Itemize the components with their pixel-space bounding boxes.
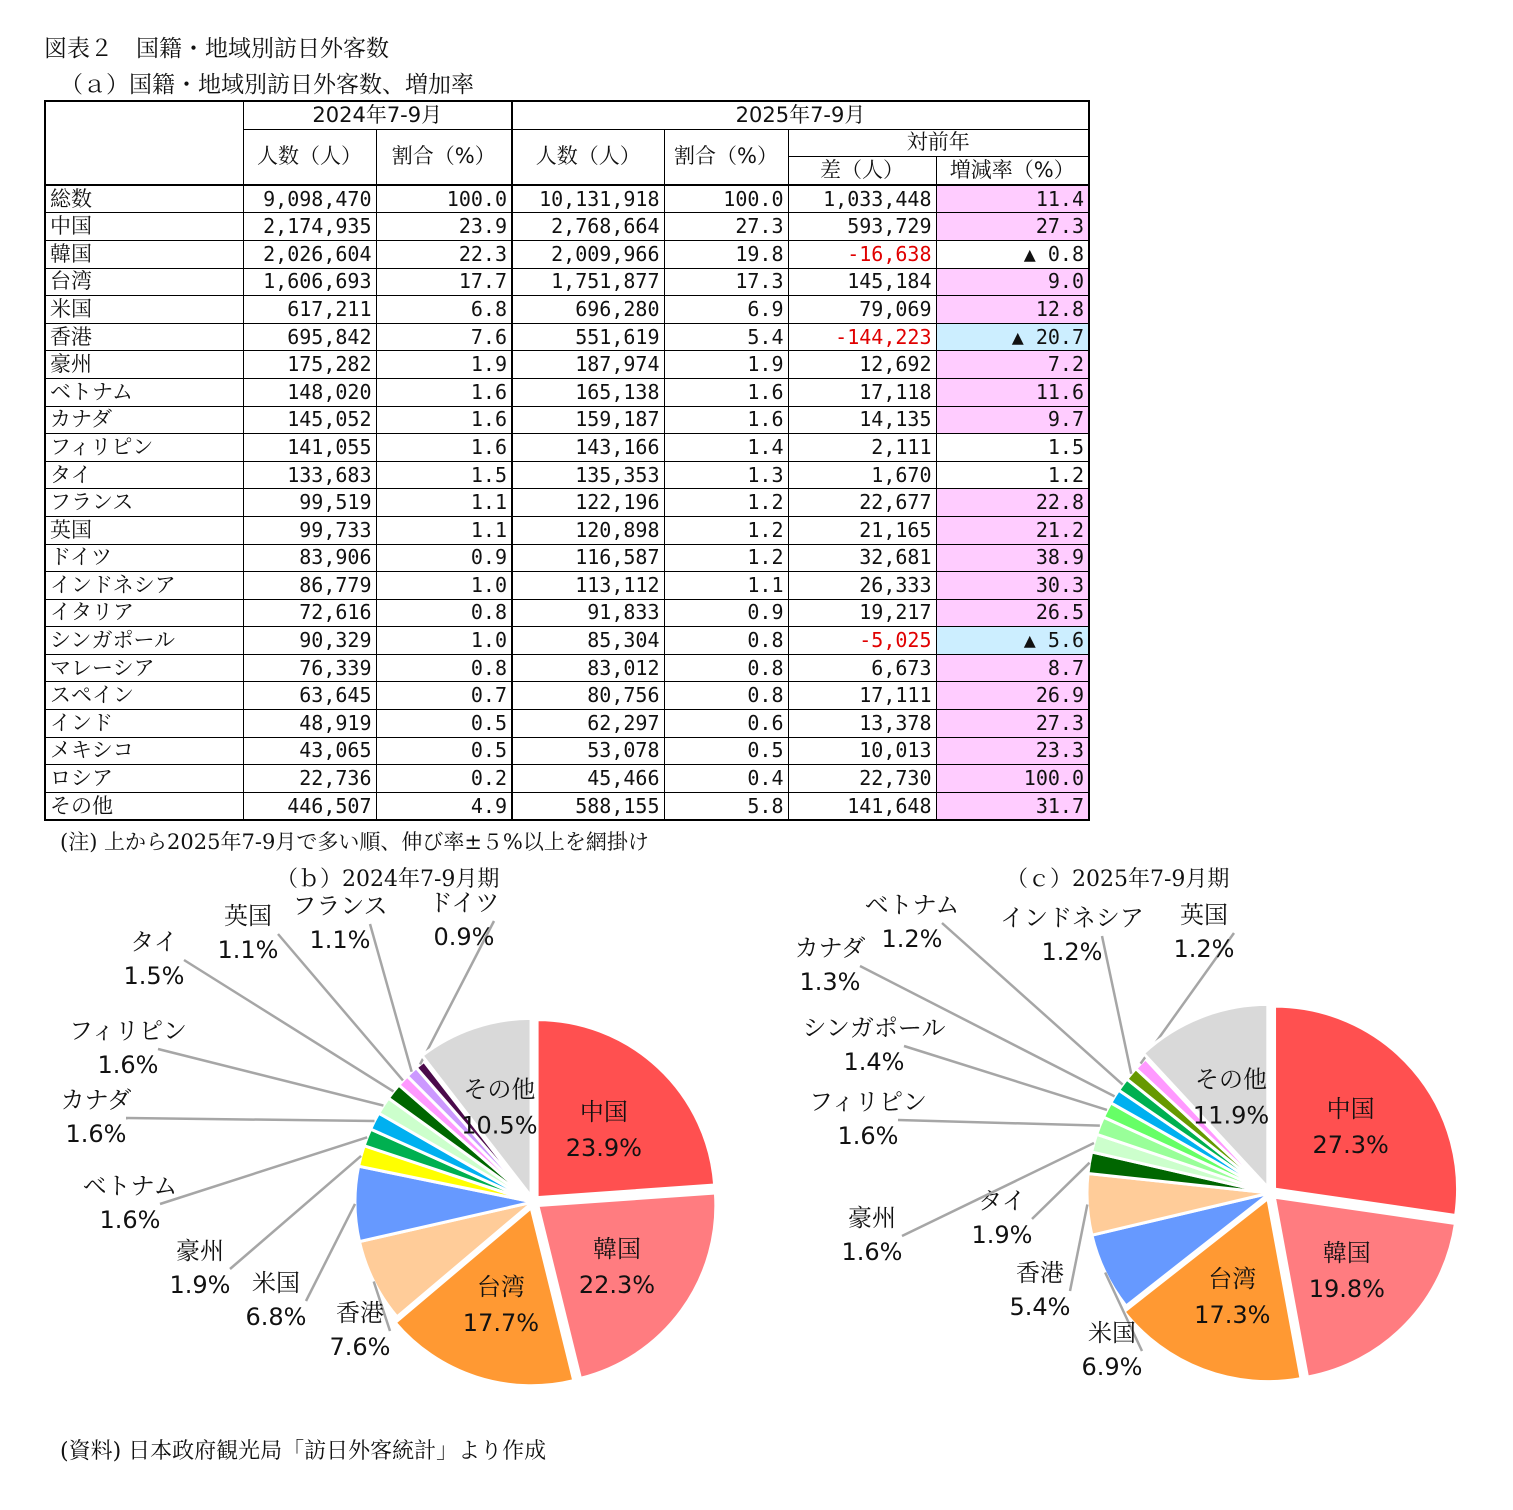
row-people-2025: 2,768,664 — [512, 213, 664, 241]
row-people-2025: 120,898 — [512, 516, 664, 544]
slice-value-label: 7.6% — [329, 1333, 391, 1361]
row-people-2024: 83,906 — [243, 544, 376, 572]
row-share-2024: 6.8 — [376, 296, 512, 324]
row-share-2025: 1.3 — [664, 461, 788, 489]
row-people-2025: 85,304 — [512, 627, 664, 655]
row-diff: 145,184 — [788, 268, 936, 296]
row-name: メキシコ — [45, 737, 243, 765]
leader-line — [184, 960, 393, 1091]
slice-value-label: 17.3% — [1194, 1300, 1271, 1329]
row-share-2025: 1.4 — [664, 434, 788, 462]
row-people-2025: 135,353 — [512, 461, 664, 489]
row-share-2024: 23.9 — [376, 213, 512, 241]
row-diff: 6,673 — [788, 654, 936, 682]
leader-line — [1070, 1204, 1087, 1291]
row-people-2024: 76,339 — [243, 654, 376, 682]
row-people-2025: 2,009,966 — [512, 240, 664, 268]
row-share-2024: 1.0 — [376, 627, 512, 655]
row-name: 台湾 — [45, 268, 243, 296]
row-rate: 31.7 — [936, 792, 1089, 820]
slice-name-label: 台湾 — [1208, 1264, 1257, 1293]
slice-value-label: 17.7% — [462, 1308, 540, 1337]
table-subtitle: （ａ）国籍・地域別訪日外客数、増加率 — [60, 72, 474, 98]
row-diff: 79,069 — [788, 296, 936, 324]
slice-value-label: 5.4% — [1009, 1293, 1071, 1321]
slice-value-label: 0.9% — [433, 923, 495, 951]
row-name: インド — [45, 710, 243, 738]
row-people-2024: 145,052 — [243, 406, 376, 434]
slice-value-label: 6.8% — [245, 1303, 307, 1331]
row-people-2024: 63,645 — [243, 682, 376, 710]
row-diff: 22,730 — [788, 765, 936, 793]
row-share-2024: 1.0 — [376, 572, 512, 600]
row-people-2025: 159,187 — [512, 406, 664, 434]
slice-name-label: 中国 — [1326, 1095, 1375, 1124]
slice-value-label: 1.4% — [843, 1048, 905, 1076]
header-share-2024: 割合（%） — [376, 129, 512, 185]
pie-2024-title: （ｂ）2024年7-9月期 — [276, 867, 500, 892]
source-note: (資料) 日本政府観光局「訪日外客統計」より作成 — [60, 1439, 547, 1464]
row-share-2025: 1.1 — [664, 572, 788, 600]
row-rate: 21.2 — [936, 516, 1089, 544]
row-people-2025: 588,155 — [512, 792, 664, 820]
row-name: 米国 — [45, 296, 243, 324]
slice-value-label: 1.2% — [1041, 938, 1103, 966]
slice-name-label: 台湾 — [476, 1272, 525, 1301]
row-people-2024: 141,055 — [243, 434, 376, 462]
row-diff: 12,692 — [788, 351, 936, 379]
leader-line — [898, 1120, 1100, 1126]
row-share-2025: 0.9 — [664, 599, 788, 627]
row-people-2024: 86,779 — [243, 572, 376, 600]
row-share-2025: 1.2 — [664, 544, 788, 572]
leader-line — [230, 1156, 361, 1269]
slice-name-label: カナダ — [794, 934, 866, 962]
row-share-2025: 1.2 — [664, 516, 788, 544]
slice-value-label: 1.6% — [97, 1051, 159, 1079]
row-people-2024: 90,329 — [243, 627, 376, 655]
row-share-2024: 100.0 — [376, 185, 512, 213]
row-share-2025: 5.8 — [664, 792, 788, 820]
row-share-2025: 6.9 — [664, 296, 788, 324]
slice-name-label: 米国 — [252, 1269, 300, 1297]
row-share-2025: 17.3 — [664, 268, 788, 296]
slice-name-label: フィリピン — [68, 1017, 188, 1045]
row-rate: 8.7 — [936, 654, 1089, 682]
row-people-2025: 165,138 — [512, 378, 664, 406]
slice-name-label: 韓国 — [592, 1235, 641, 1264]
slice-name-label: 韓国 — [1322, 1238, 1371, 1267]
row-share-2024: 1.1 — [376, 516, 512, 544]
row-share-2024: 1.9 — [376, 351, 512, 379]
row-people-2024: 48,919 — [243, 710, 376, 738]
row-rate: 23.3 — [936, 737, 1089, 765]
row-share-2024: 1.6 — [376, 406, 512, 434]
row-rate: ▲ 5.6 — [936, 627, 1089, 655]
pie-chart-1 — [795, 891, 1458, 1382]
row-rate: 26.9 — [936, 682, 1089, 710]
slice-value-label: 1.6% — [65, 1120, 127, 1148]
row-name: スペイン — [45, 682, 243, 710]
row-diff: 26,333 — [788, 572, 936, 600]
row-rate: ▲ 20.7 — [936, 323, 1089, 351]
row-people-2024: 446,507 — [243, 792, 376, 820]
row-diff: 22,677 — [788, 489, 936, 517]
row-name: タイ — [45, 461, 243, 489]
header-diff: 差（人） — [788, 157, 936, 185]
slice-value-label: 22.3% — [578, 1271, 656, 1300]
row-rate: 11.6 — [936, 378, 1089, 406]
row-share-2024: 0.2 — [376, 765, 512, 793]
row-people-2025: 113,112 — [512, 572, 664, 600]
row-people-2025: 116,587 — [512, 544, 664, 572]
row-share-2025: 1.2 — [664, 489, 788, 517]
row-people-2024: 43,065 — [243, 737, 376, 765]
leader-line — [126, 1118, 374, 1121]
row-rate: 1.2 — [936, 461, 1089, 489]
row-people-2024: 617,211 — [243, 296, 376, 324]
row-share-2024: 1.1 — [376, 489, 512, 517]
slice-value-label: 11.9% — [1192, 1101, 1270, 1130]
row-share-2025: 0.6 — [664, 710, 788, 738]
row-diff: 13,378 — [788, 710, 936, 738]
row-people-2025: 10,131,918 — [512, 185, 664, 213]
leader-line — [1032, 1163, 1090, 1219]
row-share-2025: 0.4 — [664, 765, 788, 793]
slice-value-label: 1.2% — [881, 925, 943, 953]
header-people-2025: 人数（人） — [512, 129, 664, 185]
table-note: (注) 上から2025年7-9月で多い順、伸び率±５%以上を網掛け — [60, 830, 649, 854]
row-share-2024: 22.3 — [376, 240, 512, 268]
row-diff: 593,729 — [788, 213, 936, 241]
row-name: ロシア — [45, 765, 243, 793]
slice-value-label: 1.6% — [99, 1206, 161, 1234]
leader-line — [158, 1049, 383, 1106]
row-name: 中国 — [45, 213, 243, 241]
figure-title: 図表２ 国籍・地域別訪日外客数 — [44, 36, 389, 62]
header-rate: 増減率（%） — [936, 157, 1089, 185]
row-share-2025: 0.8 — [664, 627, 788, 655]
header-share-2025: 割合（%） — [664, 129, 788, 185]
row-diff: 10,013 — [788, 737, 936, 765]
row-diff: 1,033,448 — [788, 185, 936, 213]
slice-name-label: 香港 — [1016, 1259, 1064, 1287]
row-name: ドイツ — [45, 544, 243, 572]
row-rate: 27.3 — [936, 710, 1089, 738]
slice-name-label: フィリピン — [808, 1088, 928, 1116]
slice-name-label: タイ — [978, 1187, 1026, 1215]
row-share-2024: 17.7 — [376, 268, 512, 296]
row-share-2025: 5.4 — [664, 323, 788, 351]
row-name: フィリピン — [45, 434, 243, 462]
slice-value-label: 1.1% — [217, 936, 279, 964]
leader-line — [306, 1204, 355, 1301]
row-diff: 17,111 — [788, 682, 936, 710]
slice-value-label: 1.5% — [123, 962, 185, 990]
row-share-2024: 0.7 — [376, 682, 512, 710]
row-people-2025: 83,012 — [512, 654, 664, 682]
row-rate: 26.5 — [936, 599, 1089, 627]
row-name: イタリア — [45, 599, 243, 627]
row-people-2024: 175,282 — [243, 351, 376, 379]
row-share-2025: 1.9 — [664, 351, 788, 379]
row-share-2024: 0.9 — [376, 544, 512, 572]
slice-name-label: 英国 — [1180, 901, 1228, 929]
row-people-2025: 53,078 — [512, 737, 664, 765]
row-people-2024: 2,174,935 — [243, 213, 376, 241]
slice-name-label: 豪州 — [176, 1237, 224, 1265]
slice-name-label: 英国 — [224, 902, 272, 930]
row-diff: 1,670 — [788, 461, 936, 489]
row-share-2025: 19.8 — [664, 240, 788, 268]
row-diff: 19,217 — [788, 599, 936, 627]
slice-name-label: 豪州 — [848, 1204, 896, 1232]
slice-value-label: 27.3% — [1312, 1131, 1389, 1160]
row-share-2024: 1.5 — [376, 461, 512, 489]
row-people-2025: 45,466 — [512, 765, 664, 793]
row-share-2025: 0.5 — [664, 737, 788, 765]
row-rate: 12.8 — [936, 296, 1089, 324]
row-share-2024: 0.5 — [376, 710, 512, 738]
slice-name-label: 米国 — [1088, 1319, 1136, 1347]
slice-name-label: インドネシア — [1000, 904, 1144, 932]
row-people-2025: 696,280 — [512, 296, 664, 324]
row-people-2024: 148,020 — [243, 378, 376, 406]
row-people-2025: 1,751,877 — [512, 268, 664, 296]
row-share-2024: 1.6 — [376, 378, 512, 406]
row-rate: 38.9 — [936, 544, 1089, 572]
row-rate: 9.0 — [936, 268, 1089, 296]
row-diff: 21,165 — [788, 516, 936, 544]
row-people-2024: 695,842 — [243, 323, 376, 351]
row-share-2024: 0.8 — [376, 654, 512, 682]
header-yoy: 対前年 — [788, 129, 1089, 157]
row-people-2025: 143,166 — [512, 434, 664, 462]
row-diff: -16,638 — [788, 240, 936, 268]
row-diff: 32,681 — [788, 544, 936, 572]
row-name: 総数 — [45, 185, 243, 213]
slice-name-label: その他 — [463, 1075, 536, 1104]
slice-name-label: その他 — [1195, 1065, 1268, 1094]
row-people-2024: 133,683 — [243, 461, 376, 489]
row-people-2024: 1,606,693 — [243, 268, 376, 296]
slice-value-label: 1.2% — [1173, 935, 1235, 963]
row-share-2025: 1.6 — [664, 406, 788, 434]
row-people-2024: 99,519 — [243, 489, 376, 517]
pie-2025-title: （ｃ）2025年7-9月期 — [1006, 867, 1230, 892]
row-name: インドネシア — [45, 572, 243, 600]
row-people-2024: 22,736 — [243, 765, 376, 793]
row-share-2025: 27.3 — [664, 213, 788, 241]
slice-name-label: 香港 — [336, 1299, 384, 1327]
slice-name-label: ドイツ — [428, 889, 500, 917]
slice-name-label: フランス — [292, 892, 388, 920]
row-rate: 100.0 — [936, 765, 1089, 793]
slice-value-label: 1.9% — [971, 1221, 1033, 1249]
row-name: カナダ — [45, 406, 243, 434]
row-rate: 22.8 — [936, 489, 1089, 517]
row-name: 香港 — [45, 323, 243, 351]
slice-value-label: 6.9% — [1081, 1353, 1143, 1381]
slice-value-label: 10.5% — [461, 1111, 538, 1140]
row-diff: 14,135 — [788, 406, 936, 434]
row-rate: 30.3 — [936, 572, 1089, 600]
row-name: 韓国 — [45, 240, 243, 268]
row-share-2024: 1.6 — [376, 434, 512, 462]
slice-value-label: 1.3% — [799, 968, 861, 996]
row-people-2024: 2,026,604 — [243, 240, 376, 268]
row-share-2025: 0.8 — [664, 682, 788, 710]
row-rate: 1.5 — [936, 434, 1089, 462]
row-rate: 11.4 — [936, 185, 1089, 213]
row-rate: ▲ 0.8 — [936, 240, 1089, 268]
slice-name-label: ベトナム — [864, 891, 960, 919]
row-diff: -144,223 — [788, 323, 936, 351]
row-name: フランス — [45, 489, 243, 517]
row-rate: 27.3 — [936, 213, 1089, 241]
slice-value-label: 19.8% — [1308, 1274, 1385, 1303]
row-people-2025: 551,619 — [512, 323, 664, 351]
slice-name-label: ベトナム — [82, 1172, 178, 1200]
row-people-2024: 99,733 — [243, 516, 376, 544]
row-people-2025: 62,297 — [512, 710, 664, 738]
header-people-2024: 人数（人） — [243, 129, 376, 185]
row-rate: 7.2 — [936, 351, 1089, 379]
row-people-2024: 72,616 — [243, 599, 376, 627]
slice-name-label: カナダ — [60, 1086, 132, 1114]
slice-value-label: 1.6% — [841, 1238, 903, 1266]
row-diff: -5,025 — [788, 627, 936, 655]
row-name: マレーシア — [45, 654, 243, 682]
row-share-2024: 7.6 — [376, 323, 512, 351]
row-share-2025: 100.0 — [664, 185, 788, 213]
row-name: その他 — [45, 792, 243, 820]
row-share-2025: 0.8 — [664, 654, 788, 682]
leader-line — [1102, 936, 1131, 1074]
slice-name-label: シンガポール — [802, 1014, 946, 1042]
slice-name-label: 中国 — [579, 1097, 628, 1126]
row-name: 豪州 — [45, 351, 243, 379]
leader-line — [160, 1137, 367, 1204]
slice-value-label: 1.1% — [309, 926, 371, 954]
slice-value-label: 1.9% — [169, 1271, 231, 1299]
slice-name-label: タイ — [130, 928, 178, 956]
row-rate: 9.7 — [936, 406, 1089, 434]
row-diff: 2,111 — [788, 434, 936, 462]
row-people-2024: 9,098,470 — [243, 185, 376, 213]
row-share-2025: 1.6 — [664, 378, 788, 406]
row-share-2024: 0.8 — [376, 599, 512, 627]
header-period-2024: 2024年7-9月 — [243, 101, 512, 129]
row-people-2025: 91,833 — [512, 599, 664, 627]
row-name: 英国 — [45, 516, 243, 544]
header-period-2025: 2025年7-9月 — [512, 101, 1089, 129]
row-name: ベトナム — [45, 378, 243, 406]
row-name: シンガポール — [45, 627, 243, 655]
slice-value-label: 1.6% — [837, 1122, 899, 1150]
row-share-2024: 4.9 — [376, 792, 512, 820]
row-people-2025: 80,756 — [512, 682, 664, 710]
row-people-2025: 122,196 — [512, 489, 664, 517]
row-people-2025: 187,974 — [512, 351, 664, 379]
row-diff: 17,118 — [788, 378, 936, 406]
pie-chart-0 — [61, 889, 716, 1386]
slice-value-label: 23.9% — [565, 1133, 642, 1162]
row-diff: 141,648 — [788, 792, 936, 820]
row-share-2024: 0.5 — [376, 737, 512, 765]
